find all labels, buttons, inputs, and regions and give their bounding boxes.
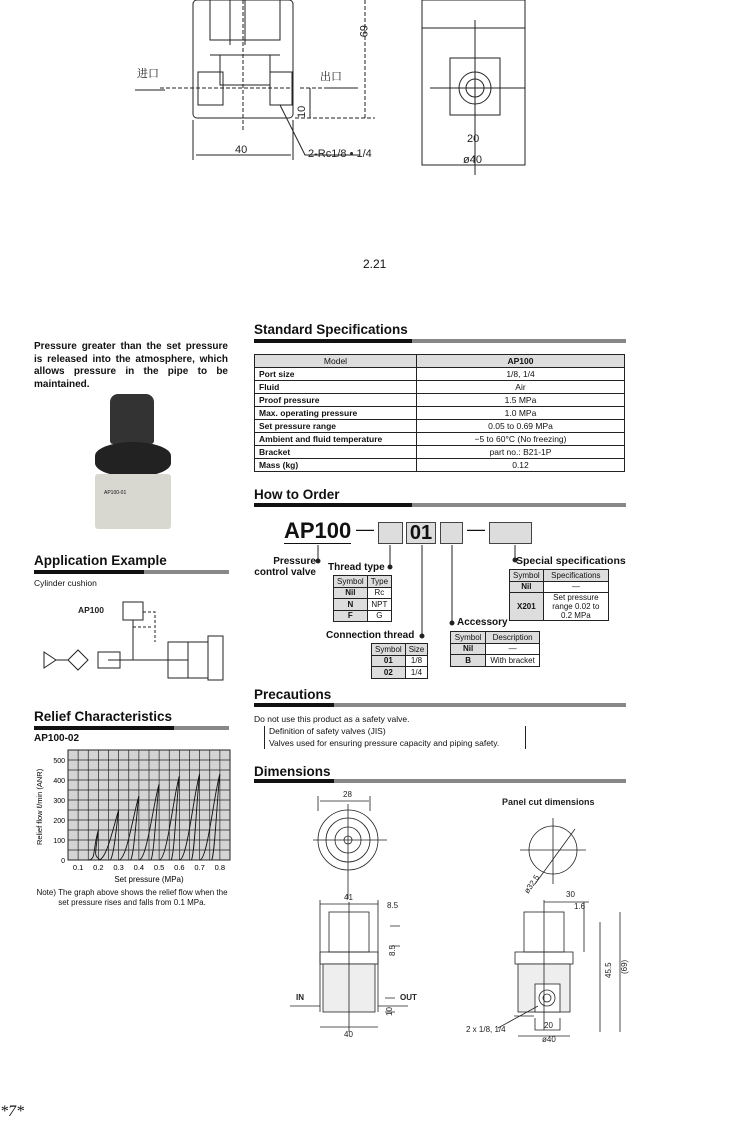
table-row xyxy=(510,570,609,582)
x-tick-label: 0.5 xyxy=(153,863,165,872)
x-tick-label: 0.7 xyxy=(194,863,205,872)
port-label: 2 x 1/8, 1/4 xyxy=(466,1025,506,1034)
table-row xyxy=(510,593,609,621)
page-number: 2.21 xyxy=(363,257,387,271)
y-tick-label: 0 xyxy=(61,858,65,865)
table-cell: — xyxy=(543,581,608,593)
table-row xyxy=(451,655,540,667)
table-row xyxy=(255,394,625,407)
table-row xyxy=(255,420,625,433)
dim-1-6: 1.6 xyxy=(574,902,586,911)
table-row xyxy=(451,632,540,644)
port-label: 2-Rc1/8 • 1/4 xyxy=(308,148,372,160)
dim-45-5: 45.5 xyxy=(604,962,613,978)
dim-69: 69 xyxy=(357,25,369,38)
y-tick-label: 500 xyxy=(53,758,65,765)
y-tick-label: 400 xyxy=(53,778,65,785)
x-tick-label: 0.6 xyxy=(174,863,185,872)
table-cell: Ambient and fluid temperature xyxy=(255,433,417,446)
table-row xyxy=(255,407,625,420)
table-row xyxy=(334,599,392,611)
thread-type-box xyxy=(378,522,403,544)
table-cell: B xyxy=(451,655,486,667)
dim-d40: ø40 xyxy=(542,1035,556,1044)
dim-40: 40 xyxy=(235,144,248,156)
table-cell: Nil xyxy=(510,581,544,593)
table-row xyxy=(372,667,428,679)
table-cell: Model xyxy=(255,355,417,368)
table-cell: N xyxy=(334,599,368,611)
chart-note: Note) The graph above shows the relief flow when the set pressure rises and falls from 0.1 MPa. xyxy=(36,888,228,907)
y-tick-label: 300 xyxy=(53,798,65,805)
x-tick-label: 0.4 xyxy=(133,863,145,872)
y-axis-label: Relief flow ℓ/min (ANR) xyxy=(35,768,44,845)
table-cell: NPT xyxy=(367,599,391,611)
table-row xyxy=(334,587,392,599)
circuit-diagram xyxy=(38,592,228,692)
table-cell: Description xyxy=(486,632,540,644)
table-row xyxy=(451,643,540,655)
dimensions-title: Dimensions xyxy=(254,764,331,779)
dim-40: 40 xyxy=(344,1030,353,1039)
definition-title: Definition of safety valves (JIS) xyxy=(269,726,386,736)
x-tick-label: 0.8 xyxy=(214,863,226,872)
table-cell: Rc xyxy=(367,587,391,599)
table-row xyxy=(255,433,625,446)
accessory-box xyxy=(440,522,463,544)
definition-text: Valves used for ensuring pressure capacity and piping safety. xyxy=(269,737,500,748)
accessory-table xyxy=(450,631,540,667)
panel-cut-label: Panel cut dimensions xyxy=(502,797,595,807)
table-cell: X201 xyxy=(510,593,544,621)
thread-type-title: Thread type xyxy=(328,562,385,573)
table-cell: 1/4 xyxy=(405,667,428,679)
application-title: Application Example xyxy=(34,553,167,568)
connection-box: 01 xyxy=(406,522,436,544)
table-row xyxy=(255,459,625,472)
table-row xyxy=(372,644,428,656)
table-cell: 1/8, 1/4 xyxy=(417,368,625,381)
inlet-label: 进口 xyxy=(137,68,159,80)
dim-69: (69) xyxy=(620,959,629,974)
table-row xyxy=(334,576,392,588)
special-box xyxy=(489,522,532,544)
dim-20: 20 xyxy=(467,133,480,145)
table-cell: 1/8 xyxy=(405,655,428,667)
relief-chart xyxy=(30,745,235,885)
table-row xyxy=(372,655,428,667)
pressure-label: Pressure control valve xyxy=(254,556,316,578)
table-cell: — xyxy=(486,643,540,655)
table-cell: Bracket xyxy=(255,446,417,459)
table-cell: 02 xyxy=(372,667,406,679)
dim-20: 20 xyxy=(544,1021,553,1030)
application-subtitle: Cylinder cushion xyxy=(34,578,97,588)
product-photo xyxy=(92,394,174,534)
dim-8-5-b: 8.5 xyxy=(388,944,397,956)
table-row xyxy=(255,446,625,459)
table-cell: Symbol xyxy=(451,632,486,644)
precaution-definition xyxy=(264,726,526,749)
table-row xyxy=(334,610,392,622)
table-cell: Fluid xyxy=(255,381,417,394)
table-cell: With bracket xyxy=(486,655,540,667)
x-axis-label: Set pressure (MPa) xyxy=(114,875,184,884)
table-cell: 1.0 MPa xyxy=(417,407,625,420)
chart-model: AP100-02 xyxy=(34,733,80,744)
dim-d32-5: ø32.5 xyxy=(522,873,542,896)
table-cell: part no.: B21-1P xyxy=(417,446,625,459)
order-model: AP100 xyxy=(284,518,352,543)
precautions-title: Precautions xyxy=(254,687,332,702)
dimensions-drawing xyxy=(280,784,640,1050)
precaution-text: Do not use this product as a safety valve. xyxy=(254,714,410,724)
dash: — xyxy=(356,519,374,539)
circuit-label: AP100 xyxy=(78,605,104,615)
relief-title: Relief Characteristics xyxy=(34,709,173,724)
specs-table xyxy=(254,354,625,472)
table-cell: Set pressure range xyxy=(255,420,417,433)
table-cell: 0.12 xyxy=(417,459,625,472)
table-cell: Symbol xyxy=(372,644,406,656)
table-cell: 1.5 MPa xyxy=(417,394,625,407)
dim-30: 30 xyxy=(566,890,575,899)
dim-10: 10 xyxy=(296,105,308,118)
order-title: How to Order xyxy=(254,487,340,502)
table-cell: Symbol xyxy=(510,570,544,582)
specs-title: Standard Specifications xyxy=(254,322,408,337)
outlet-label: 出口 xyxy=(320,71,342,83)
table-cell: Specifications xyxy=(543,570,608,582)
table-cell: 0.05 to 0.69 MPa xyxy=(417,420,625,433)
table-cell: Proof pressure xyxy=(255,394,417,407)
x-tick-label: 0.1 xyxy=(72,863,84,872)
table-cell: Type xyxy=(367,576,391,588)
connection-title: Connection thread xyxy=(326,630,415,641)
table-cell: F xyxy=(334,610,368,622)
table-cell: Nil xyxy=(334,587,368,599)
table-cell: Symbol xyxy=(334,576,368,588)
dim-41: 41 xyxy=(344,893,353,902)
table-cell: Set pressure range 0.02 to 0.2 MPa xyxy=(543,593,608,621)
dim-8-5-a: 8.5 xyxy=(387,901,399,910)
table-cell: AP100 xyxy=(417,355,625,368)
y-tick-label: 100 xyxy=(53,838,65,845)
table-cell: G xyxy=(367,610,391,622)
table-cell: Port size xyxy=(255,368,417,381)
x-tick-label: 0.3 xyxy=(113,863,124,872)
dim-d40: ø40 xyxy=(463,154,482,166)
dash: — xyxy=(467,519,485,539)
table-cell: Size xyxy=(405,644,428,656)
special-title: Special specifications xyxy=(516,555,626,567)
table-cell: Max. operating pressure xyxy=(255,407,417,420)
top-section-drawing xyxy=(120,0,540,180)
table-row xyxy=(255,381,625,394)
product-label: AP100-01 xyxy=(104,490,127,496)
table-cell: Air xyxy=(417,381,625,394)
table-row xyxy=(255,355,625,368)
thread-type-table xyxy=(333,575,392,622)
intro-text: Pressure greater than the set pressure is released into the atmosphere, which allows pressure in the pipe to be maintained. xyxy=(34,341,228,390)
table-row xyxy=(510,581,609,593)
y-tick-label: 200 xyxy=(53,818,65,825)
table-cell: Mass (kg) xyxy=(255,459,417,472)
table-cell: 01 xyxy=(372,655,406,667)
connection-table xyxy=(371,643,428,679)
out-label: OUT xyxy=(400,993,417,1002)
dim-10: 10 xyxy=(385,1007,394,1016)
footer-mark: *7* xyxy=(0,1103,24,1120)
table-cell: −5 to 60°C (No freezing) xyxy=(417,433,625,446)
accessory-title: Accessory xyxy=(457,617,508,628)
dim-28: 28 xyxy=(343,790,352,799)
x-tick-label: 0.2 xyxy=(93,863,104,872)
in-label: IN xyxy=(296,993,304,1002)
table-cell: Nil xyxy=(451,643,486,655)
special-table xyxy=(509,569,609,621)
table-row xyxy=(255,368,625,381)
